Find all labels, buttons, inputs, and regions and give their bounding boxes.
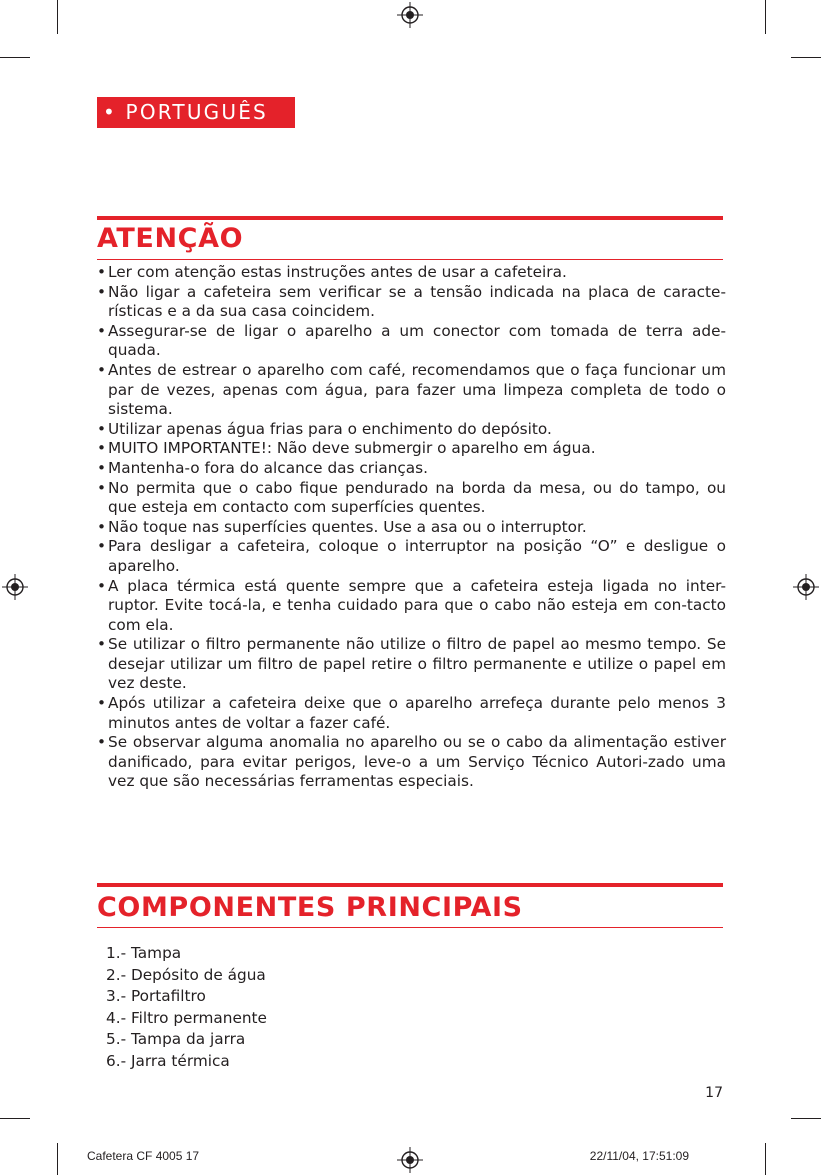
list-item: • Não toque nas superfícies quentes. Use a asa ou o interruptor. [97, 518, 726, 538]
list-item: • Não ligar a cafeteira sem verificar se a tensão indicada na placa de caracte-rísticas e a da sua casa coincidem. [97, 283, 726, 322]
registration-mark-icon [397, 1147, 423, 1173]
crop-mark [765, 0, 766, 34]
print-slug-left: Cafetera CF 4005 17 [87, 1149, 200, 1163]
list-item: • No permita que o cabo fique pendurado na borda da mesa, ou do tampo, ou que esteja em contacto com superfícies quentes. [97, 479, 726, 518]
section-divider [97, 883, 723, 887]
attention-title: ATENÇÃO [97, 223, 244, 254]
attention-list [97, 263, 726, 792]
crop-mark [0, 57, 30, 58]
list-item: • Utilizar apenas água frias para o enchimento do depósito. [97, 420, 726, 440]
section-underline [97, 927, 723, 928]
list-item: • Se observar alguma anomalia no aparelho ou se o cabo da alimentação estiver danificado, para evitar perigos, leve-o a um Serviço Técnico Autori-zado uma vez que são necessárias ferramentas especiais. [97, 733, 726, 792]
registration-mark-icon [793, 574, 819, 600]
list-item: 6.- Jarra térmica [106, 1051, 230, 1070]
list-item: • Após utilizar a cafeteira deixe que o aparelho arrefeça durante pelo menos 3 minutos antes de voltar a fazer café. [97, 694, 726, 733]
registration-mark-icon [397, 2, 423, 28]
components-title: COMPONENTES PRINCIPAIS [97, 892, 523, 923]
list-item: • A placa térmica está quente sempre que a cafeteira esteja ligada no inter-ruptor. Evite tocá-la, e tenha cuidado para que o cabo não esteja em con-tacto com ela. [97, 577, 726, 636]
list-item: 2.- Depósito de água [106, 965, 266, 984]
components-list [106, 943, 267, 1072]
print-slug-right: 22/11/04, 17:51:09 [589, 1149, 689, 1163]
list-item: • Para desligar a cafeteira, coloque o interruptor na posição “O” e desligue o aparelho. [97, 537, 726, 576]
list-item: 4.- Filtro permanente [106, 1008, 267, 1027]
crop-mark [57, 1143, 58, 1175]
crop-mark [791, 1118, 821, 1119]
list-item: • MUITO IMPORTANTE!: Não deve submergir o aparelho em água. [97, 439, 726, 459]
page-number: 17 [705, 1085, 723, 1101]
list-item: • Se utilizar o filtro permanente não utilize o filtro de papel ao mesmo tempo. Se desejar utilizar um filtro de papel retire o filtro permanente e utilize o papel em vez deste. [97, 635, 726, 694]
crop-mark [0, 1118, 30, 1119]
list-item: • Mantenha-o fora do alcance das crianças. [97, 459, 726, 479]
section-underline [97, 259, 723, 260]
list-item: • Assegurar-se de ligar o aparelho a um conector com tomada de terra ade-quada. [97, 322, 726, 361]
crop-mark [765, 1143, 766, 1175]
language-tab: • PORTUGUÊS [97, 97, 295, 128]
crop-mark [57, 0, 58, 34]
list-item: • Ler com atenção estas instruções antes de usar a cafeteira. [97, 263, 726, 283]
list-item: • Antes de estrear o aparelho com café, recomendamos que o faça funcionar um par de vezes, apenas com água, para fazer uma limpeza completa de todo o sistema. [97, 361, 726, 420]
list-item: 3.- Portafiltro [106, 987, 206, 1005]
list-item: 5.- Tampa da jarra [106, 1030, 246, 1048]
registration-mark-icon [2, 574, 28, 600]
section-divider [97, 216, 723, 220]
list-item: 1.- Tampa [106, 944, 182, 962]
crop-mark [791, 57, 821, 58]
